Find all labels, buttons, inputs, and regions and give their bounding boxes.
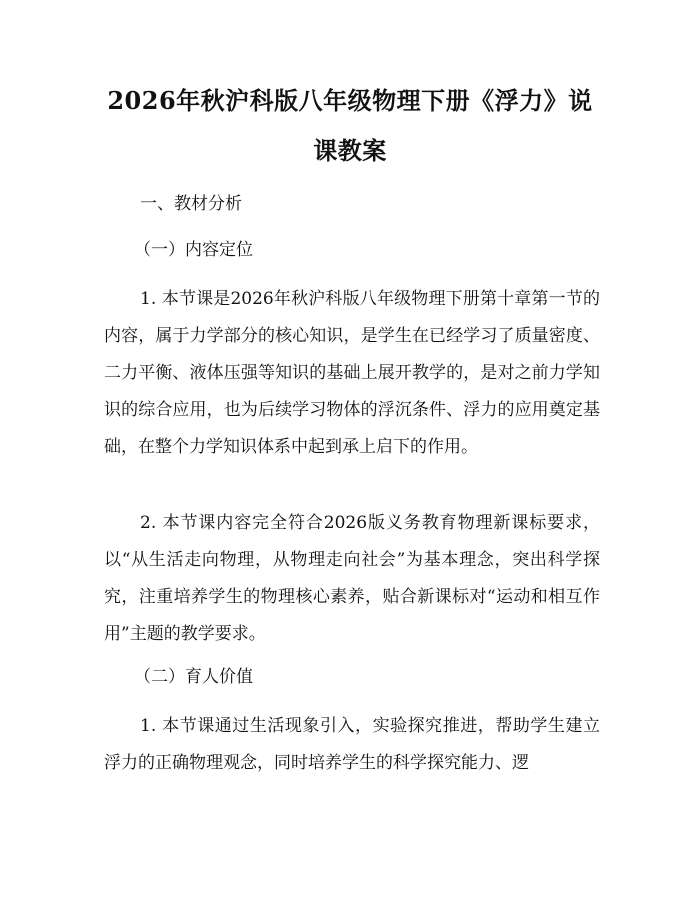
document-title [98, 76, 602, 176]
document-title-line-2: 课教案 [313, 136, 387, 165]
subsection-heading-content-position: （一）内容定位 [134, 240, 253, 260]
paragraph-content-position-2: 2. 本节课内容完全符合2026版义务教育物理新课标要求，以“从生活走向物理，从物理走向社会”为基本理念，突出科学探究，注重培养学生的物理核心素养，贴合新课标对“运动和相互作用”主题的教学要求。 [104, 513, 600, 644]
paragraph-content-position-1: 1. 本节课是2026年秋沪科版八年级物理下册第十章第一节的内容，属于力学部分的核心知识，是学生在已经学习了质量密度、二力平衡、液体压强等知识的基础上展开教学的，是对之前力学知识的综合应用，也为后续学习物体的浮沉条件、浮力的应用奠定基础，在整个力学知识体系中起到承上启下的作用。 [104, 289, 600, 457]
paragraph-educational-value-1: 1. 本节课通过生活现象引入，实验探究推进，帮助学生建立浮力的正确物理观念，同时培养学生的科学探究能力、逻 [104, 716, 600, 773]
section-heading-textbook-analysis: 一、教材分析 [140, 194, 242, 214]
subsection-heading-educational-value: （二）育人价值 [134, 667, 253, 687]
document-title-line-1: 2026年秋沪科版八年级物理下册《浮力》说 [107, 86, 593, 115]
